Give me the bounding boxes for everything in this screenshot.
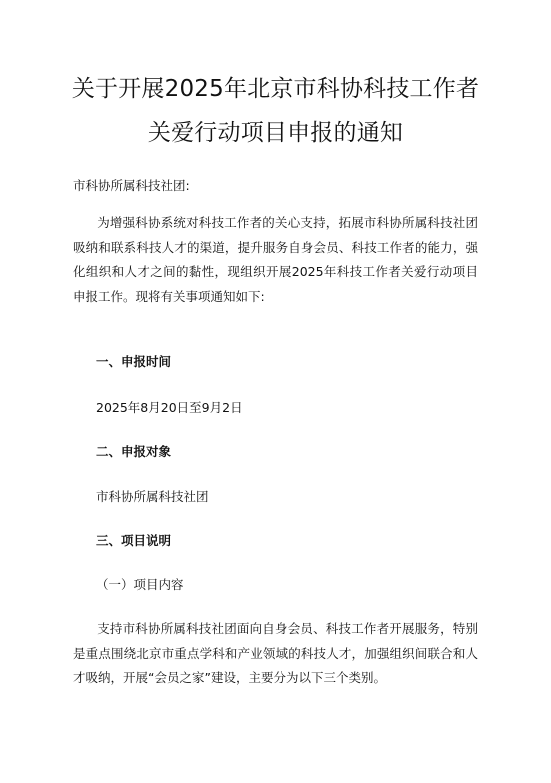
section3-heading: 三、项目说明 (96, 533, 172, 548)
section3-paragraph (73, 617, 478, 691)
intro-text: 为增强科协系统对科技工作者的关心支持，拓展市科协所属科技社团吸纳和联系科技人才的渠道，提升服务自身会员、科技工作者的能力，强化组织和人才之间的黏性，现组织开展2025年科技工作者关爱行动项目申报工作。现将有关事项通知如下: (73, 215, 478, 304)
section3-subheading: （一）项目内容 (96, 577, 184, 592)
intro-paragraph (73, 211, 478, 309)
section2-body: 市科协所属科技社团 (96, 489, 209, 504)
document-title-line1: 关于开展2025年北京市科协科技工作者 (71, 76, 480, 102)
section2-heading: 二、申报对象 (96, 444, 172, 459)
section3-text: 支持市科协所属科技社团面向自身会员、科技工作者开展服务，特别是重点围绕北京市重点学科和产业领域的科技人才，加强组织间联合和人才吸纳，开展“会员之家”建设，主要分为以下三个类别。 (73, 621, 478, 685)
section1-heading: 一、申报时间 (96, 354, 172, 369)
section1-body: 2025年8月20日至9月2日 (96, 400, 243, 415)
salutation: 市科协所属科技社团: (73, 178, 190, 193)
document-title-line2: 关爱行动项目申报的通知 (147, 120, 404, 146)
